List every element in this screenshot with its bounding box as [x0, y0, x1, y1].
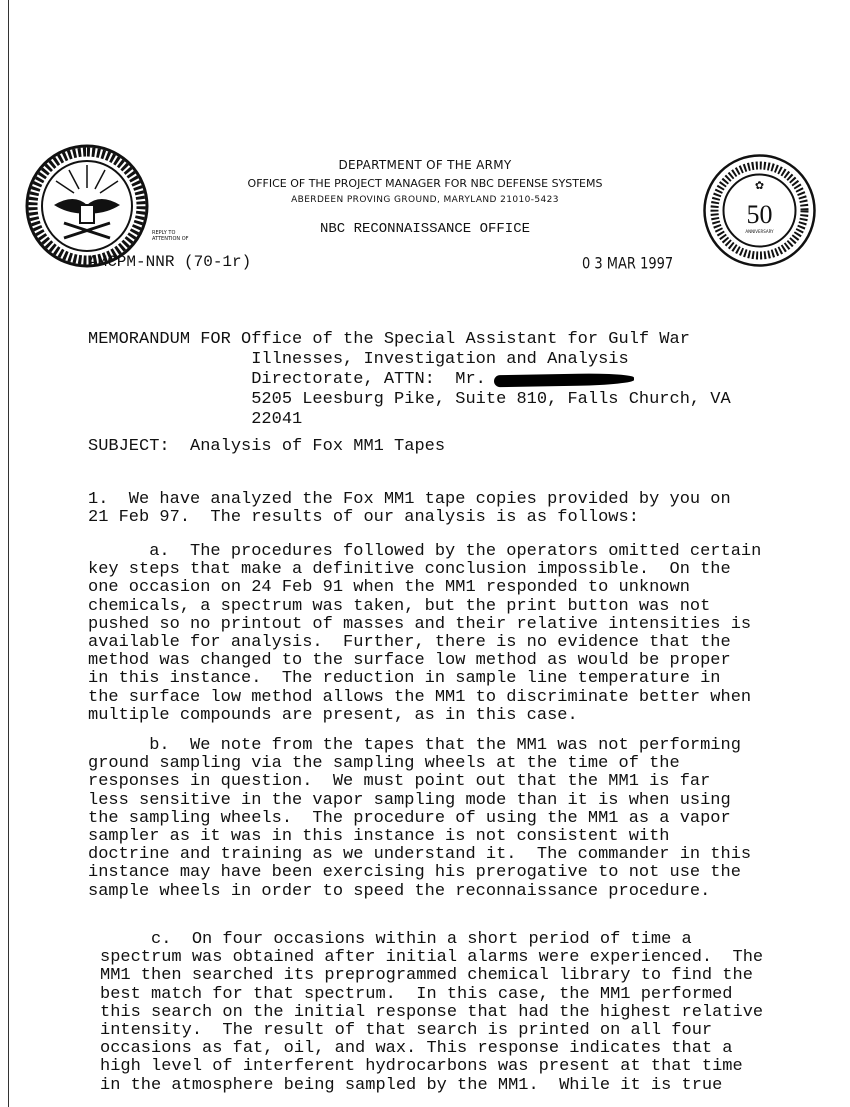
office-symbol: AMCPM-NNR (70-1r) [88, 253, 252, 271]
text-line: the surface low method allows the MM1 to discriminate better when [88, 687, 752, 707]
text-line: 1. We have analyzed the Fox MM1 tape copies provided by you on [88, 490, 731, 509]
text-line: one occasion on 24 Feb 91 when the MM1 responded to unknown [88, 578, 690, 598]
paragraph-b [88, 737, 751, 901]
text-line: the sampling wheels. The procedure of using the MM1 as a vapor [88, 808, 731, 828]
svg-text:ANNIVERSARY: ANNIVERSARY [745, 229, 774, 234]
letterhead-department: DEPARTMENT OF THE ARMY [338, 158, 512, 172]
text-line: doctrine and training as we understand it. The commander in this [88, 845, 752, 865]
text-line: in this instance. The reduction in sample line temperature in [88, 669, 721, 689]
text-line: MEMORANDUM FOR Office of the Special Assistant for Gulf War [88, 330, 690, 349]
svg-text:✿: ✿ [754, 179, 765, 192]
text-line: 21 Feb 97. The results of our analysis is as follows: [88, 508, 639, 528]
text-line: key steps that make a definitive conclusion impossible. On the [88, 560, 731, 580]
text-line: ground sampling via the sampling wheels at the time of the [88, 754, 680, 774]
text-line: chemicals, a spectrum was taken, but the print button was not [88, 596, 711, 616]
text-line: a. The procedures followed by the operators omitted certain [88, 542, 762, 561]
text-line: b. We note from the tapes that the MM1 was not performing [88, 736, 741, 755]
text-line: responses in question. We must point out that the MM1 is far [88, 772, 711, 792]
paragraph-1 [88, 491, 731, 527]
text-line: Directorate, ATTN: Mr. [88, 370, 486, 389]
text-line: this search on the initial response that had the highest relative [100, 1002, 764, 1022]
text-line: Illnesses, Investigation and Analysis [88, 350, 629, 369]
text-line: MM1 then searched its preprogrammed chemical library to find the [100, 966, 753, 986]
letterhead-address: ABERDEEN PROVING GROUND, MARYLAND 21010-5423 [291, 195, 559, 205]
text-line: less sensitive in the vapor sampling mode than it is when using [88, 790, 731, 810]
attention-of: ATTENTION OF [152, 236, 189, 242]
text-line: instance may have been exercising his prerogative to not use the [88, 863, 741, 883]
paragraph-a [88, 543, 761, 725]
paragraph-c [100, 931, 763, 1095]
text-line: sample wheels in order to speed the reconnaissance procedure. [88, 881, 711, 901]
text-line: method was changed to the surface low method as would be proper [88, 651, 731, 671]
date-stamp: 0 3 MAR 1997 [582, 255, 674, 274]
text-line: 5205 Leesburg Pike, Suite 810, Falls Church, VA [88, 390, 731, 409]
text-line: intensity. The result of that search is printed on all four [100, 1021, 713, 1041]
text-line: best match for that spectrum. In this case, the MM1 performed [100, 984, 733, 1004]
letterhead-sub-office: NBC RECONNAISSANCE OFFICE [319, 221, 531, 237]
reply-to: REPLY TO [152, 230, 176, 236]
svg-text:50: 50 [746, 200, 773, 229]
letterhead-office: OFFICE OF THE PROJECT MANAGER FOR NBC DEFENSE SYSTEMS [247, 177, 603, 190]
text-line: occasions as fat, oil, and wax. This response indicates that a [100, 1039, 733, 1059]
memorandum-for [88, 330, 731, 430]
text-line: c. On four occasions within a short period of time a [100, 930, 692, 949]
text-line: 22041 [88, 410, 303, 429]
text-line: pushed so no printout of masses and their relative intensities is [88, 614, 752, 634]
text-line: spectrum was obtained after initial alarms were experienced. The [100, 948, 764, 968]
text-line: available for analysis. Further, there is no evidence that the [88, 633, 731, 653]
text-line: high level of interferent hydrocarbons was present at that time [100, 1057, 743, 1077]
reply-to-label [152, 230, 189, 242]
text-line: in the atmosphere being sampled by the MM1. While it is true [100, 1075, 723, 1095]
subject-line: SUBJECT: Analysis of Fox MM1 Tapes [88, 437, 446, 456]
text-line: sampler as it was in this instance is not consistent with [88, 827, 670, 847]
text-line: multiple compounds are present, as in this case. [88, 705, 578, 725]
